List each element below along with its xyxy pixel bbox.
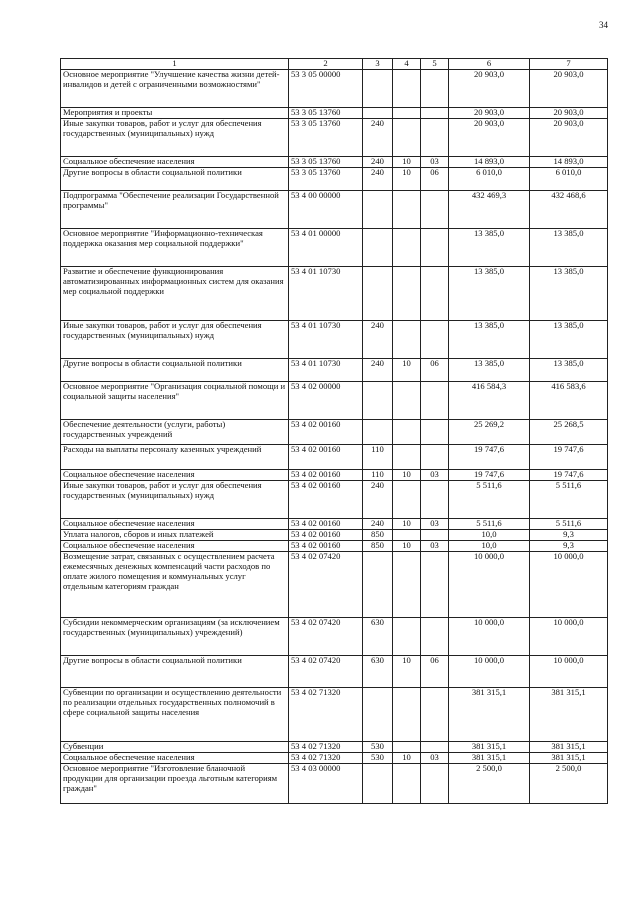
amount-plan: 416 584,3: [449, 382, 530, 420]
budget-code: 53 4 02 00160: [289, 420, 363, 445]
column-header: 2: [289, 59, 363, 70]
expense-type: 240: [363, 481, 393, 519]
amount-plan: 5 511,6: [449, 519, 530, 530]
budget-code: 53 4 02 00160: [289, 530, 363, 541]
amount-fact: 13 385,0: [530, 267, 608, 321]
amount-fact: 5 511,6: [530, 481, 608, 519]
section: [393, 742, 421, 753]
table-row: [61, 445, 608, 470]
amount-fact: 20 903,0: [530, 108, 608, 119]
table-row: [61, 753, 608, 764]
expense-type: 240: [363, 359, 393, 382]
budget-code: 53 4 02 00160: [289, 470, 363, 481]
expense-type: 110: [363, 445, 393, 470]
expense-type: 530: [363, 753, 393, 764]
amount-plan: 20 903,0: [449, 119, 530, 157]
expense-type: [363, 764, 393, 804]
amount-plan: 5 511,6: [449, 481, 530, 519]
column-header: 4: [393, 59, 421, 70]
amount-fact: 381 315,1: [530, 753, 608, 764]
amount-plan: 13 385,0: [449, 267, 530, 321]
column-header: 7: [530, 59, 608, 70]
section: 10: [393, 753, 421, 764]
subsection: [421, 108, 449, 119]
amount-fact: 20 903,0: [530, 70, 608, 108]
row-name: Социальное обеспечение населения: [61, 519, 289, 530]
table-row: [61, 764, 608, 804]
column-header: 3: [363, 59, 393, 70]
amount-fact: 19 747,6: [530, 470, 608, 481]
budget-code: 53 4 01 10730: [289, 359, 363, 382]
section: [393, 688, 421, 742]
subsection: [421, 70, 449, 108]
amount-fact: 25 268,5: [530, 420, 608, 445]
table-row: [61, 742, 608, 753]
budget-code: 53 4 02 71320: [289, 688, 363, 742]
table-row: [61, 656, 608, 688]
page-number: 34: [599, 20, 608, 30]
table-row: [61, 157, 608, 168]
amount-plan: 10 000,0: [449, 552, 530, 618]
amount-plan: 10,0: [449, 530, 530, 541]
expense-type: 240: [363, 157, 393, 168]
subsection: [421, 191, 449, 229]
row-name: Субвенции по организации и осуществлению деятельности по реализации отдельных государственных полномочий в сфере социальной защиты населения: [61, 688, 289, 742]
budget-code: 53 3 05 13760: [289, 119, 363, 157]
amount-plan: 20 903,0: [449, 108, 530, 119]
amount-plan: 10 000,0: [449, 618, 530, 656]
budget-code: 53 4 00 00000: [289, 191, 363, 229]
amount-fact: 9,3: [530, 530, 608, 541]
section: [393, 321, 421, 359]
table-row: [61, 168, 608, 191]
table-row: [61, 552, 608, 618]
section: 10: [393, 157, 421, 168]
row-name: Социальное обеспечение населения: [61, 541, 289, 552]
subsection: 06: [421, 168, 449, 191]
subsection: [421, 420, 449, 445]
budget-code: 53 4 01 10730: [289, 321, 363, 359]
expense-type: 850: [363, 541, 393, 552]
expense-type: [363, 191, 393, 229]
table-row: [61, 359, 608, 382]
expense-type: 240: [363, 119, 393, 157]
table-row: [61, 382, 608, 420]
section: [393, 229, 421, 267]
section: [393, 530, 421, 541]
budget-code: 53 4 02 00160: [289, 519, 363, 530]
row-name: Основное мероприятие "Изготовление бланочной продукции для организации проезда льготным категориям граждан": [61, 764, 289, 804]
budget-code: 53 4 02 07420: [289, 618, 363, 656]
budget-code: 53 4 02 00160: [289, 541, 363, 552]
subsection: [421, 229, 449, 267]
expense-type: 240: [363, 519, 393, 530]
expense-type: [363, 229, 393, 267]
table-row: [61, 530, 608, 541]
expense-type: [363, 108, 393, 119]
amount-plan: 2 500,0: [449, 764, 530, 804]
amount-fact: 10 000,0: [530, 552, 608, 618]
section: 10: [393, 541, 421, 552]
row-name: Основное мероприятие "Улучшение качества жизни детей-инвалидов и детей с ограниченными возможностями": [61, 70, 289, 108]
budget-code: 53 4 01 00000: [289, 229, 363, 267]
section: [393, 70, 421, 108]
row-name: Другие вопросы в области социальной политики: [61, 359, 289, 382]
amount-plan: 13 385,0: [449, 229, 530, 267]
budget-code: 53 3 05 13760: [289, 157, 363, 168]
table-row: [61, 229, 608, 267]
expense-type: 240: [363, 321, 393, 359]
amount-plan: 19 747,6: [449, 470, 530, 481]
subsection: 06: [421, 656, 449, 688]
section: [393, 108, 421, 119]
row-name: Обеспечение деятельности (услуги, работы) государственных учреждений: [61, 420, 289, 445]
table-row: [61, 688, 608, 742]
expense-type: [363, 382, 393, 420]
column-header: 5: [421, 59, 449, 70]
budget-code: 53 4 02 71320: [289, 753, 363, 764]
row-name: Другие вопросы в области социальной политики: [61, 656, 289, 688]
subsection: 06: [421, 359, 449, 382]
budget-code: 53 3 05 13760: [289, 168, 363, 191]
amount-plan: 10 000,0: [449, 656, 530, 688]
column-number-row: [61, 59, 608, 70]
amount-fact: 381 315,1: [530, 688, 608, 742]
row-name: Развитие и обеспечение функционирования автоматизированных информационных систем для оказания мер социальной поддержки: [61, 267, 289, 321]
amount-fact: 13 385,0: [530, 321, 608, 359]
subsection: [421, 742, 449, 753]
row-name: Мероприятия и проекты: [61, 108, 289, 119]
budget-code: 53 4 02 00160: [289, 481, 363, 519]
row-name: Иные закупки товаров, работ и услуг для обеспечения государственных (муниципальных) нужд: [61, 321, 289, 359]
subsection: [421, 688, 449, 742]
amount-plan: 6 010,0: [449, 168, 530, 191]
amount-plan: 14 893,0: [449, 157, 530, 168]
section: [393, 618, 421, 656]
subsection: [421, 481, 449, 519]
amount-plan: 20 903,0: [449, 70, 530, 108]
row-name: Иные закупки товаров, работ и услуг для обеспечения государственных (муниципальных) нужд: [61, 119, 289, 157]
section: 10: [393, 470, 421, 481]
amount-fact: 5 511,6: [530, 519, 608, 530]
row-name: Социальное обеспечение населения: [61, 157, 289, 168]
table-row: [61, 481, 608, 519]
row-name: Подпрограмма "Обеспечение реализации Государственной программы": [61, 191, 289, 229]
expense-type: [363, 267, 393, 321]
subsection: [421, 530, 449, 541]
table-row: [61, 541, 608, 552]
subsection: 03: [421, 157, 449, 168]
amount-fact: 13 385,0: [530, 229, 608, 267]
subsection: [421, 119, 449, 157]
column-header: 1: [61, 59, 289, 70]
expense-type: 630: [363, 656, 393, 688]
budget-code: 53 4 02 07420: [289, 656, 363, 688]
subsection: [421, 321, 449, 359]
expense-type: [363, 552, 393, 618]
amount-plan: 10,0: [449, 541, 530, 552]
amount-fact: 14 893,0: [530, 157, 608, 168]
budget-code: 53 4 02 00160: [289, 445, 363, 470]
subsection: [421, 445, 449, 470]
expense-type: 850: [363, 530, 393, 541]
expense-type: 630: [363, 618, 393, 656]
section: [393, 552, 421, 618]
expense-type: 530: [363, 742, 393, 753]
section: [393, 382, 421, 420]
expense-type: [363, 70, 393, 108]
amount-plan: 381 315,1: [449, 742, 530, 753]
row-name: Социальное обеспечение населения: [61, 753, 289, 764]
expense-type: 110: [363, 470, 393, 481]
section: [393, 764, 421, 804]
budget-code: 53 4 02 07420: [289, 552, 363, 618]
section: 10: [393, 168, 421, 191]
subsection: 03: [421, 470, 449, 481]
amount-fact: 381 315,1: [530, 742, 608, 753]
amount-plan: 381 315,1: [449, 753, 530, 764]
amount-plan: 381 315,1: [449, 688, 530, 742]
table-row: [61, 321, 608, 359]
row-name: Иные закупки товаров, работ и услуг для обеспечения государственных (муниципальных) нужд: [61, 481, 289, 519]
budget-code: 53 4 01 10730: [289, 267, 363, 321]
budget-table: [60, 58, 608, 804]
budget-code: 53 4 02 00000: [289, 382, 363, 420]
section: 10: [393, 519, 421, 530]
budget-code: 53 4 03 00000: [289, 764, 363, 804]
subsection: [421, 618, 449, 656]
section: [393, 191, 421, 229]
table-row: [61, 519, 608, 530]
amount-fact: 10 000,0: [530, 656, 608, 688]
table-row: [61, 420, 608, 445]
row-name: Субсидии некоммерческим организациям (за исключением государственных (муниципальных) учреждений): [61, 618, 289, 656]
amount-fact: 6 010,0: [530, 168, 608, 191]
amount-fact: 20 903,0: [530, 119, 608, 157]
table-row: [61, 267, 608, 321]
amount-fact: 416 583,6: [530, 382, 608, 420]
expense-type: [363, 420, 393, 445]
section: [393, 445, 421, 470]
amount-fact: 2 500,0: [530, 764, 608, 804]
amount-fact: 9,3: [530, 541, 608, 552]
subsection: 03: [421, 519, 449, 530]
section: [393, 267, 421, 321]
row-name: Расходы на выплаты персоналу казенных учреждений: [61, 445, 289, 470]
table-row: [61, 70, 608, 108]
expense-type: [363, 688, 393, 742]
amount-fact: 13 385,0: [530, 359, 608, 382]
row-name: Основное мероприятие "Информационно-техническая поддержка оказания мер социальной поддержки": [61, 229, 289, 267]
subsection: [421, 764, 449, 804]
amount-plan: 13 385,0: [449, 359, 530, 382]
amount-fact: 432 468,6: [530, 191, 608, 229]
budget-code: 53 4 02 71320: [289, 742, 363, 753]
section: [393, 420, 421, 445]
amount-plan: 19 747,6: [449, 445, 530, 470]
table-row: [61, 470, 608, 481]
amount-fact: 10 000,0: [530, 618, 608, 656]
column-header: 6: [449, 59, 530, 70]
row-name: Основное мероприятие "Организация социальной помощи и социальной защиты населения": [61, 382, 289, 420]
row-name: Возмещение затрат, связанных с осуществлением расчета ежемесячных денежных компенсаций части расходов по оплате жилого помещения и коммунальных услуг отдельным категориям граждан: [61, 552, 289, 618]
expense-type: 240: [363, 168, 393, 191]
subsection: 03: [421, 541, 449, 552]
amount-fact: 19 747,6: [530, 445, 608, 470]
table-row: [61, 108, 608, 119]
section: 10: [393, 656, 421, 688]
section: 10: [393, 359, 421, 382]
subsection: [421, 552, 449, 618]
subsection: [421, 382, 449, 420]
subsection: [421, 267, 449, 321]
budget-code: 53 3 05 00000: [289, 70, 363, 108]
table-row: [61, 119, 608, 157]
row-name: Уплата налогов, сборов и иных платежей: [61, 530, 289, 541]
budget-code: 53 3 05 13760: [289, 108, 363, 119]
table-row: [61, 191, 608, 229]
row-name: Субвенции: [61, 742, 289, 753]
amount-plan: 25 269,2: [449, 420, 530, 445]
amount-plan: 432 469,3: [449, 191, 530, 229]
section: [393, 481, 421, 519]
section: [393, 119, 421, 157]
row-name: Социальное обеспечение населения: [61, 470, 289, 481]
table-row: [61, 618, 608, 656]
subsection: 03: [421, 753, 449, 764]
row-name: Другие вопросы в области социальной политики: [61, 168, 289, 191]
amount-plan: 13 385,0: [449, 321, 530, 359]
